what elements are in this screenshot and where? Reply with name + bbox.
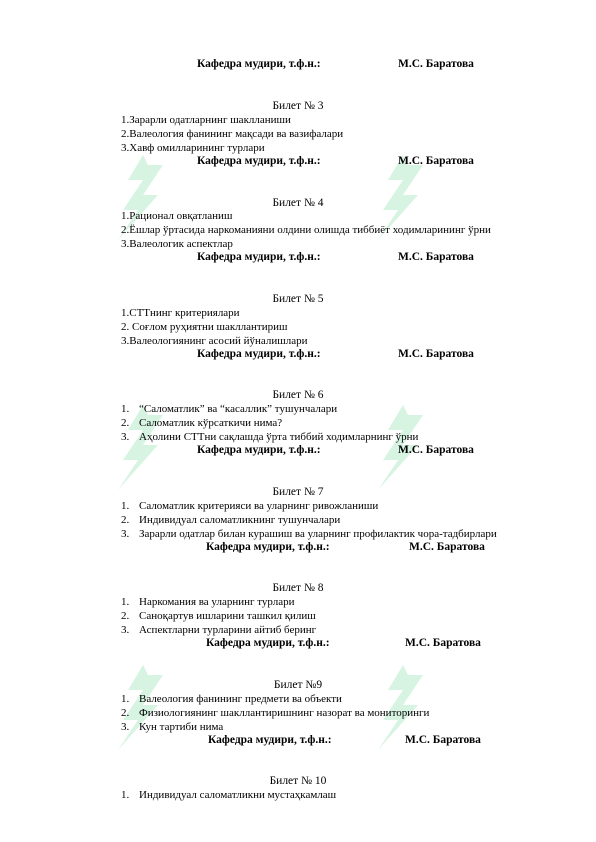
question-item: 3.Валеологик аспектлар	[121, 238, 233, 250]
signature-name: М.С. Баратова	[405, 637, 481, 649]
question-item: 3.Валеологиянинг асосий йўналишлари	[121, 335, 308, 347]
question-text: Наркомания ва уларнинг турлари	[139, 596, 295, 608]
signature-name: М.С. Баратова	[409, 541, 485, 553]
question-number: 1.	[121, 403, 130, 415]
question-item: 2.Валеология фанининг мақсади ва вазифалари	[121, 128, 344, 140]
question-number: 3.	[121, 528, 130, 540]
ticket-title: Билет № 8	[272, 582, 324, 594]
question-item	[121, 721, 223, 733]
question-text: Зарарли одатлар билан курашиш ва уларнинг профилактик чора-тадбирлари	[139, 528, 497, 540]
signature-role: Кафедра мудири, т.ф.н.:	[197, 444, 321, 456]
question-item	[121, 514, 340, 526]
question-item	[121, 707, 429, 719]
signature-role: Кафедра мудири, т.ф.н.:	[197, 348, 321, 360]
question-item	[121, 610, 316, 622]
ticket-title: Билет № 3	[272, 100, 324, 112]
question-number: 2.	[121, 610, 130, 622]
signature-role: Кафедра мудири, т.ф.н.:	[208, 734, 332, 746]
question-item	[121, 431, 418, 443]
question-item: 2. Соғлом руҳиятни шакллантириш	[121, 321, 288, 333]
question-text: Индивидуал саломатликни мустаҳкамлаш	[139, 789, 337, 801]
question-item: 1.Рационал овқатланиш	[121, 210, 233, 222]
question-text: Аспектларни турларини айтиб беринг	[139, 624, 317, 636]
question-item	[121, 624, 316, 636]
question-number: 2.	[121, 707, 130, 719]
question-text: Валеология фанининг предмети ва объекти	[139, 693, 342, 705]
ticket-title: Билет № 4	[272, 197, 324, 209]
ticket-title: Билет № 6	[272, 389, 324, 401]
signature-name: М.С. Баратова	[398, 155, 474, 167]
question-item	[121, 417, 282, 429]
signature-role: Кафедра мудири, т.ф.н.:	[206, 541, 330, 553]
question-text: Физиологиянинг шакллантиришнинг назорат ва мониторинги	[139, 707, 430, 719]
signature-name: М.С. Баратова	[398, 251, 474, 263]
signature-name: М.С. Баратова	[398, 58, 474, 70]
question-text: Саломатлик критерияси ва уларнинг ривожланиши	[139, 500, 379, 512]
ticket-title: Билет № 10	[269, 775, 327, 787]
question-item: 3.Хавф омилларининг турлари	[121, 142, 265, 154]
signature-role: Кафедра мудири, т.ф.н.:	[197, 58, 321, 70]
question-number: 2.	[121, 514, 130, 526]
question-number: 1.	[121, 789, 130, 801]
question-number: 1.	[121, 500, 130, 512]
question-number: 3.	[121, 721, 130, 733]
question-text: Индивидуал саломатликнинг тушунчалари	[139, 514, 341, 526]
question-item	[121, 789, 336, 801]
question-item	[121, 500, 378, 512]
question-item	[121, 693, 342, 705]
question-number: 3.	[121, 431, 130, 443]
signature-role: Кафедра мудири, т.ф.н.:	[197, 251, 321, 263]
question-text: Саломатлик кўрсаткичи нима?	[139, 417, 283, 429]
question-item: 1.СТТнинг критериялари	[121, 307, 240, 319]
question-number: 3.	[121, 624, 130, 636]
question-item: 1.Зарарли одатларнинг шаклланиши	[121, 114, 291, 126]
question-item	[121, 403, 337, 415]
question-item	[121, 528, 497, 540]
ticket-title: Билет №9	[273, 679, 323, 691]
question-item: 2.Ёшлар ўртасида наркоманияни олдини олишда тиббиёт ходимларининг ўрни	[121, 224, 491, 236]
question-number: 1.	[121, 596, 130, 608]
ticket-title: Билет № 7	[272, 486, 324, 498]
question-number: 1.	[121, 693, 130, 705]
signature-role: Кафедра мудири, т.ф.н.:	[206, 637, 330, 649]
question-text: Саноқартув ишларини ташкил қилиш	[139, 610, 316, 622]
question-item	[121, 596, 295, 608]
signature-name: М.С. Баратова	[398, 444, 474, 456]
ticket-title: Билет № 5	[272, 293, 324, 305]
signature-name: М.С. Баратова	[405, 734, 481, 746]
question-text: “Саломатлик” ва “касаллик” тушунчалари	[139, 403, 338, 415]
question-number: 2.	[121, 417, 130, 429]
signature-role: Кафедра мудири, т.ф.н.:	[197, 155, 321, 167]
question-text: Аҳолини СТТни сақлашда ўрта тиббий ходимларнинг ўрни	[139, 431, 419, 443]
question-text: Кун тартиби нима	[139, 721, 224, 733]
signature-name: М.С. Баратова	[398, 348, 474, 360]
